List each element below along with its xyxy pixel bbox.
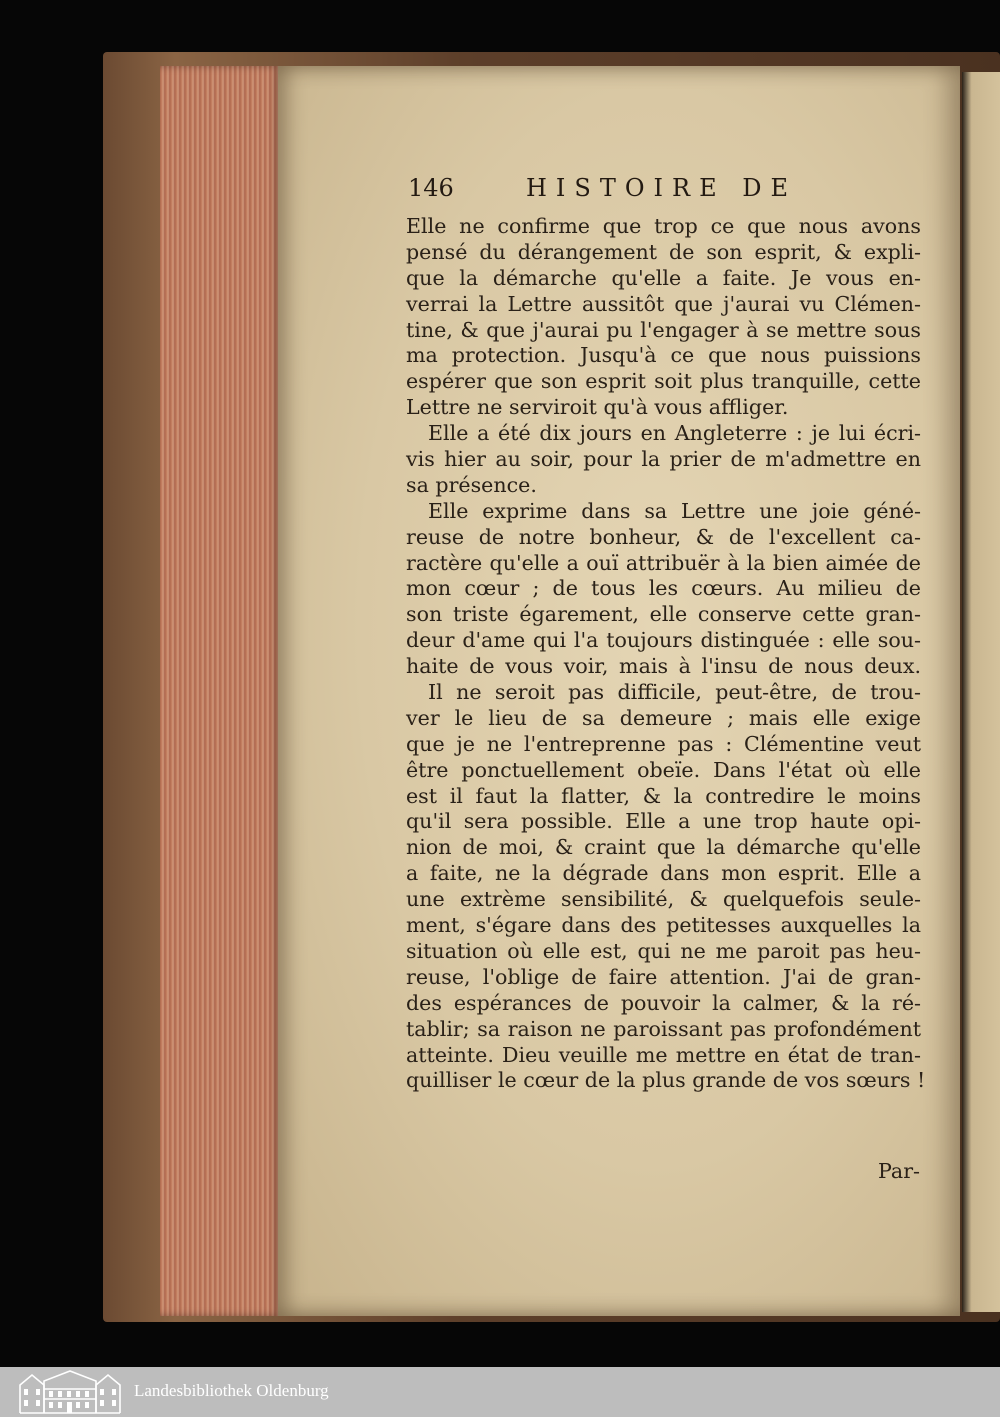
text-line: espérer que son esprit soit plus tranquille, cette: [406, 369, 921, 394]
body-text: [406, 214, 926, 1094]
text-line: que je ne l'entreprenne pas : Clémentine veut: [406, 731, 921, 756]
text-line: deur d'ame qui l'a toujours distinguée : elle sou-: [406, 628, 921, 653]
text-line: qu'il sera possible. Elle a une trop haute opi-: [406, 809, 921, 834]
library-name: Landesbibliothek Oldenburg: [134, 1381, 329, 1400]
text-line: vis hier au soir, pour la prier de m'admettre en: [406, 447, 921, 472]
text-line: ver le lieu de sa demeure ; mais elle exige: [406, 705, 921, 730]
footer-bar: [0, 1367, 1000, 1417]
text-line: ractère qu'elle a ouï attribuër à la bien aimée de: [406, 550, 921, 575]
text-line: est il faut la flatter, & la contredire le moins: [406, 783, 921, 808]
text-line: pensé du dérangement de son esprit, & expli-: [406, 239, 921, 264]
text-line: reuse, l'oblige de faire attention. J'ai de gran-: [406, 964, 921, 989]
text-line: quilliser le cœur de la plus grande de vos sœurs !: [406, 1068, 926, 1093]
text-line: Elle ne confirme que trop ce que nous avons: [406, 214, 921, 238]
text-line: haite de vous voir, mais à l'insu de nous deux.: [406, 654, 921, 679]
text-line: tine, & que j'aurai pu l'engager à se mettre sous: [406, 317, 921, 342]
text-line: Elle a été dix jours en Angleterre : je lui écri-: [428, 421, 921, 446]
text-line: Elle exprime dans sa Lettre une joie géné-: [428, 498, 921, 523]
text-line: atteinte. Dieu veuille me mettre en état de tran-: [406, 1042, 921, 1067]
text-line: une extrème sensibilité, & quelquefois seule-: [406, 887, 921, 912]
text-line: ma protection. Jusqu'à ce que nous puissions: [406, 343, 921, 368]
text-line: Il ne seroit pas difficile, peut-être, de trou-: [428, 680, 921, 705]
text-line: mon cœur ; de tous les cœurs. Au milieu de: [406, 576, 921, 601]
running-title: HISTOIRE DE: [526, 174, 797, 202]
page-number: 146: [408, 174, 454, 202]
text-line: des espérances de pouvoir la calmer, & la ré-: [406, 990, 921, 1015]
text-line: reuse de notre bonheur, & de l'excellent ca-: [406, 524, 921, 549]
text-line: a faite, ne la dégrade dans mon esprit. Elle a: [406, 861, 921, 886]
text-line: sa présence.: [406, 472, 537, 497]
text-line: que la démarche qu'elle a faite. Je vous en-: [406, 265, 921, 290]
text-line: Lettre ne serviroit qu'à vous affliger.: [406, 395, 789, 420]
library-building-icon: [18, 1369, 122, 1415]
text-line: ment, s'égare dans des petitesses auxquelles la: [406, 913, 921, 938]
text-line: situation où elle est, qui ne me paroit pas heu-: [406, 938, 921, 963]
text-line: tablir; sa raison ne paroissant pas profondément: [406, 1016, 921, 1041]
book-page: [278, 66, 960, 1316]
facing-page-edge: [962, 72, 1000, 1312]
catchword: Par-: [878, 1159, 921, 1183]
text-line: nion de moi, & craint que la démarche qu'elle: [406, 835, 921, 860]
text-line: son triste égarement, elle conserve cette gran-: [406, 602, 921, 627]
text-line: verrai la Lettre aussitôt que j'aurai vu Clémen-: [406, 291, 921, 316]
running-head: [408, 174, 928, 208]
page-block-edge: [160, 66, 282, 1316]
text-line: être ponctuellement obeïe. Dans l'état où elle: [406, 757, 921, 782]
